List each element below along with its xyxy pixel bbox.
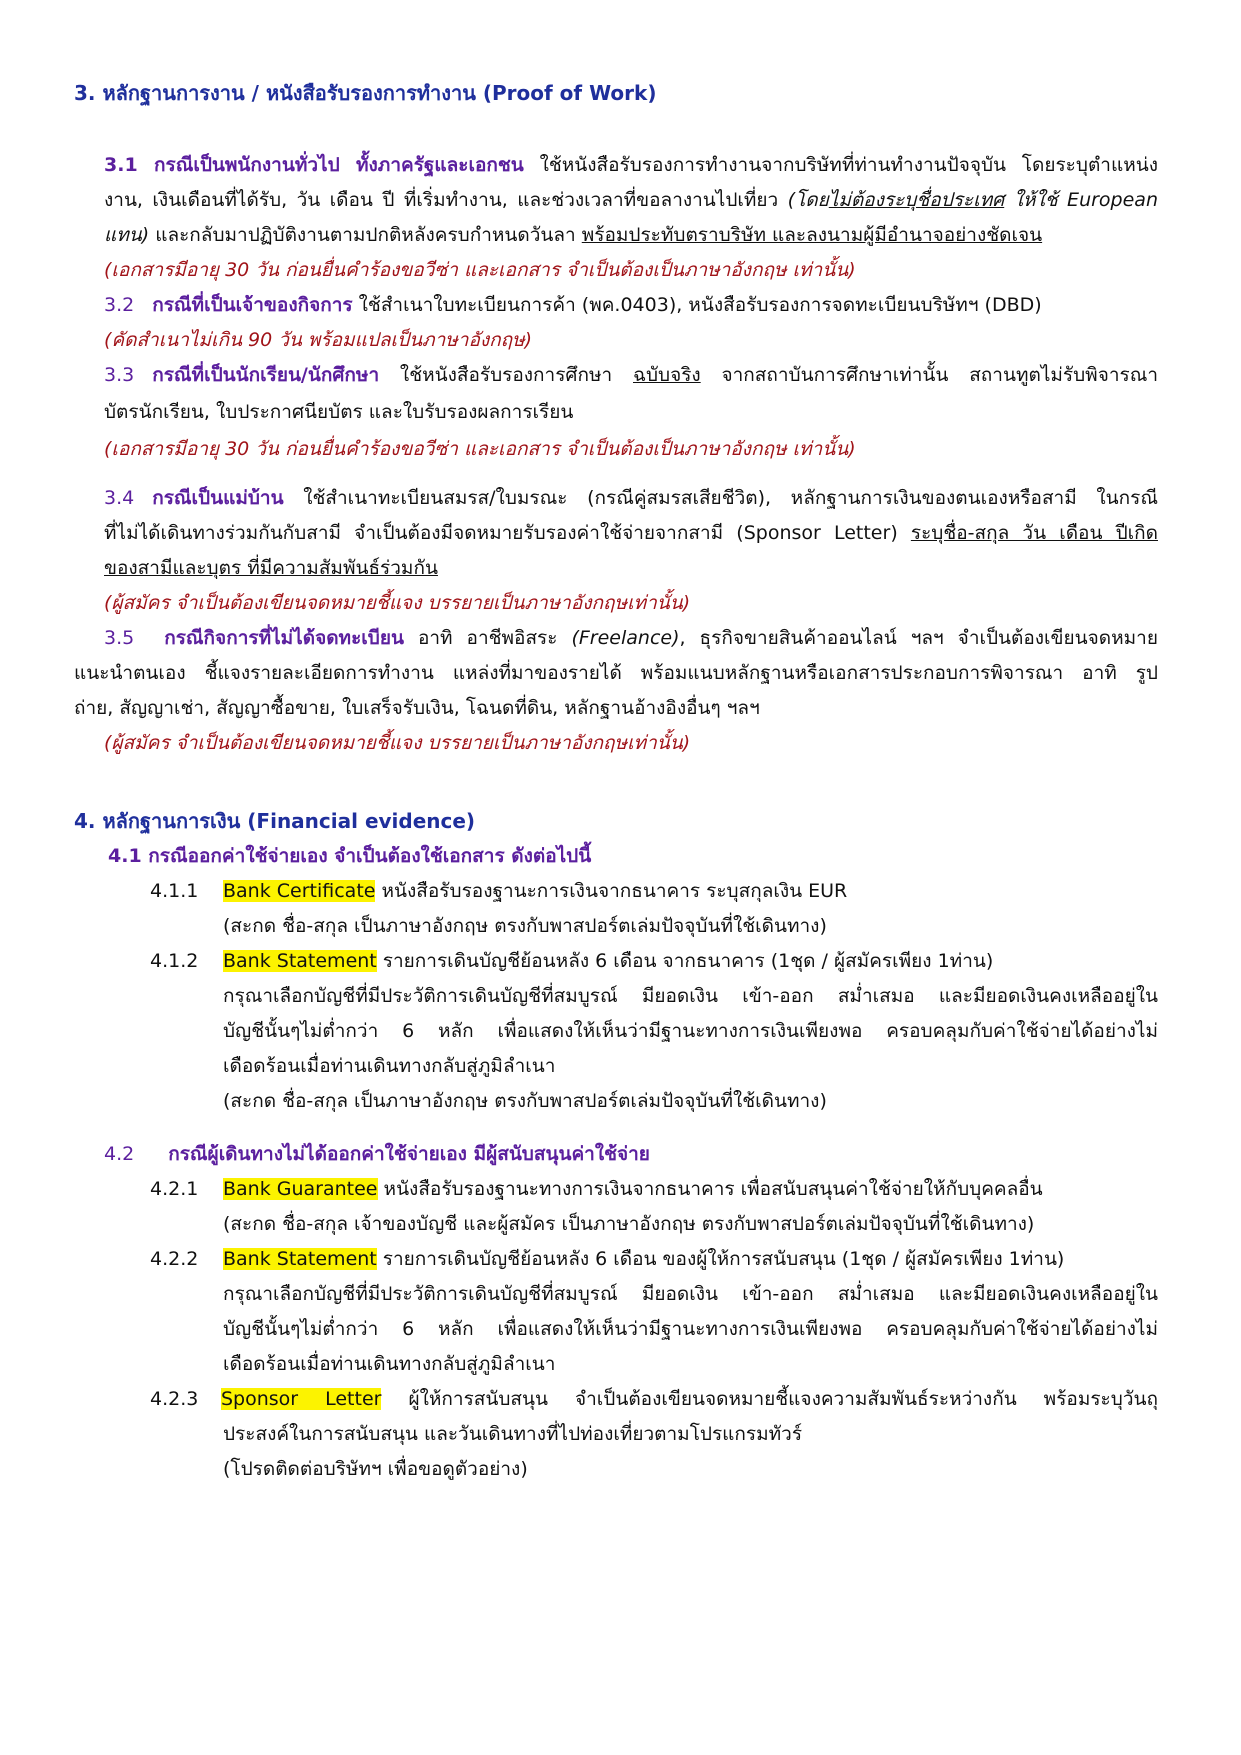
para-3-5-line-1: 3.5 กรณีกิจการที่ไม่ได้จดทะเบียน อาทิ อาชีพอิสระ (Freelance), ธุรกิจขายสินค้าออนไลน์ ฯลฯ จำเป็นต้องเขียนจดหมาย	[104, 627, 1158, 649]
para-3-1-line-2: งาน, เงินเดือนที่ได้รับ, วัน เดือน ปี ที่เริ่มทำงาน, และช่วงเวลาที่ขอลางานไปเที่ยว (โดยไม่ต้องระบุชื่อประเทศ ให้ใช้ European	[104, 189, 1158, 211]
item-4-2-2-line-1: Bank Statement รายการเดินบัญชีย้อนหลัง 6 เดือน ของผู้ให้การสนับสนุน (1ชุด / ผู้สมัครเพียง 1ท่าน)	[223, 1248, 1065, 1270]
section-4-title: 4. หลักฐานการเงิน (Financial evidence)	[74, 809, 476, 833]
item-4-2-2-line-3: บัญชีนั้นๆไม่ต่ำกว่า 6 หลัก เพื่อแสดงให้เห็นว่ามีฐานะทางการเงินเพียงพอ ครอบคลุมกับค่าใช้จ่ายได้อย่างไม่	[223, 1318, 1158, 1340]
para-3-1-line-1: 3.1 กรณีเป็นพนักงานทั่วไป ทั้งภาครัฐและเอกชน ใช้หนังสือรับรองการทำงานจากบริษัทที่ท่านทำงานปัจจุบัน โดยระบุตำแหน่ง	[104, 154, 1158, 176]
para-3-1-note: (เอกสารมีอายุ 30 วัน ก่อนยื่นคำร้องขอวีซ่า และเอกสาร จำเป็นต้องเป็นภาษาอังกฤษ เท่านั้น)	[104, 259, 856, 281]
item-4-2-2-line-4: เดือดร้อนเมื่อท่านเดินทางกลับสู่ภูมิลำเนา	[223, 1353, 556, 1375]
para-3-4-heading: กรณีเป็นแม่บ้าน	[152, 487, 284, 509]
para-3-4-note: (ผู้สมัคร จำเป็นต้องเขียนจดหมายชี้แจง บรรยายเป็นภาษาอังกฤษเท่านั้น)	[104, 592, 691, 614]
highlight-bank-certificate: Bank Certificate	[223, 880, 376, 902]
item-4-2-1-line-2: (สะกด ชื่อ-สกุล เจ้าของบัญชี และผู้สมัคร เป็นภาษาอังกฤษ ตรงกับพาสปอร์ตเล่มปัจจุบันที่ใช้เดินทาง)	[223, 1213, 1035, 1235]
para-3-2-note: (คัดสำเนาไม่เกิน 90 วัน พร้อมแปลเป็นภาษาอังกฤษ)	[104, 329, 533, 351]
item-4-2-2-number: 4.2.2	[150, 1248, 199, 1270]
item-4-2-1-number: 4.2.1	[150, 1178, 199, 1200]
para-3-5-line-2: แนะนำตนเอง ชี้แจงรายละเอียดการทำงาน แหล่งที่มาของรายได้ พร้อมแนบหลักฐานหรือเอกสารประกอบการพิจารณา อาทิ รูป	[74, 662, 1158, 684]
highlight-sponsor-letter: Sponsor Letter	[221, 1388, 382, 1410]
highlight-bank-guarantee: Bank Guarantee	[223, 1178, 378, 1200]
item-4-1-2-line-3: บัญชีนั้นๆไม่ต่ำกว่า 6 หลัก เพื่อแสดงให้เห็นว่ามีฐานะทางการเงินเพียงพอ ครอบคลุมกับค่าใช้จ่ายได้อย่างไม่	[223, 1020, 1158, 1042]
para-3-3-line-2: บัตรนักเรียน, ใบประกาศนียบัตร และใบรับรองผลการเรียน	[104, 401, 574, 423]
item-4-2-3-number: 4.2.3	[150, 1388, 199, 1410]
item-4-2-3-line-3: (โปรดติดต่อบริษัทฯ เพื่อขอดูตัวอย่าง)	[223, 1458, 528, 1480]
item-4-1-1-line-1: Bank Certificate หนังสือรับรองฐานะการเงินจากธนาคาร ระบุสกุลเงิน EUR	[223, 880, 848, 902]
item-4-1-2-line-1: Bank Statement รายการเดินบัญชีย้อนหลัง 6 เดือน จากธนาคาร (1ชุด / ผู้สมัครเพียง 1ท่าน)	[223, 950, 994, 972]
para-3-5-heading: กรณีกิจการที่ไม่ได้จดทะเบียน	[164, 627, 404, 649]
subsection-4-1-title: 4.1 กรณีออกค่าใช้จ่ายเอง จำเป็นต้องใช้เอกสาร ดังต่อไปนี้	[108, 845, 592, 867]
item-4-1-1-line-2: (สะกด ชื่อ-สกุล เป็นภาษาอังกฤษ ตรงกับพาสปอร์ตเล่มปัจจุบันที่ใช้เดินทาง)	[223, 915, 827, 937]
para-3-3-heading: กรณีที่เป็นนักเรียน/นักศึกษา	[152, 364, 380, 386]
para-3-1-heading: 3.1 กรณีเป็นพนักงานทั่วไป ทั้งภาครัฐและเอกชน	[104, 154, 524, 176]
para-3-2-heading: กรณีที่เป็นเจ้าของกิจการ	[152, 294, 353, 316]
para-3-5-note: (ผู้สมัคร จำเป็นต้องเขียนจดหมายชี้แจง บรรยายเป็นภาษาอังกฤษเท่านั้น)	[104, 732, 691, 754]
item-4-2-3-line-2: ประสงค์ในการสนับสนุน และวันเดินทางที่ไปท่องเที่ยวตามโปรแกรมทัวร์	[223, 1423, 803, 1445]
para-3-3-line-1: 3.3 กรณีที่เป็นนักเรียน/นักศึกษา ใช้หนังสือรับรองการศึกษา ฉบับจริง จากสถาบันการศึกษาเท่านั้น สถานทูตไม่รับพิจารณา	[104, 364, 1158, 386]
item-4-2-1-line-1: Bank Guarantee หนังสือรับรองฐานะทางการเงินจากธนาคาร เพื่อสนับสนุนค่าใช้จ่ายให้กับบุคคลอื่น	[223, 1178, 1043, 1200]
item-4-1-2-line-2: กรุณาเลือกบัญชีที่มีประวัติการเดินบัญชีที่สมบูรณ์ มียอดเงิน เข้า-ออก สม่ำเสมอ และมียอดเงินคงเหลืออยู่ใน	[223, 985, 1158, 1007]
subsection-4-2-title: 4.2 กรณีผู้เดินทางไม่ได้ออกค่าใช้จ่ายเอง มีผู้สนับสนุนค่าใช้จ่าย	[104, 1143, 650, 1165]
para-3-1-line-3: แทน) และกลับมาปฏิบัติงานตามปกติหลังครบกำหนดวันลา พร้อมประทับตราบริษัท และลงนามผู้มีอำนาจอย่างชัดเจน	[104, 224, 1043, 246]
para-3-5-line-3: ถ่าย, สัญญาเช่า, สัญญาซื้อขาย, ใบเสร็จรับเงิน, โฉนดที่ดิน, หลักฐานอ้างอิงอื่นๆ ฯลฯ	[74, 697, 760, 719]
item-4-1-1-number: 4.1.1	[150, 880, 199, 902]
item-4-1-2-number: 4.1.2	[150, 950, 199, 972]
para-3-4-line-2: ที่ไม่ได้เดินทางร่วมกันกับสามี จำเป็นต้องมีจดหมายรับรองค่าใช้จ่ายจากสามี (Sponsor Letter) ระบุชื่อ-สกุล วัน เดือน ปีเกิด	[104, 522, 1158, 544]
item-4-2-2-line-2: กรุณาเลือกบัญชีที่มีประวัติการเดินบัญชีที่สมบูรณ์ มียอดเงิน เข้า-ออก สม่ำเสมอ และมียอดเงินคงเหลืออยู่ใน	[223, 1283, 1158, 1305]
highlight-bank-statement: Bank Statement	[223, 950, 377, 972]
item-4-1-2-line-4: เดือดร้อนเมื่อท่านเดินทางกลับสู่ภูมิลำเนา	[223, 1055, 556, 1077]
item-4-2-3-line-1: Sponsor Letter ผู้ให้การสนับสนุน จำเป็นต้องเขียนจดหมายชี้แจงความสัมพันธ์ระหว่างกัน พร้อมระบุวันถุ	[221, 1388, 1158, 1410]
para-3-4-line-1: 3.4 กรณีเป็นแม่บ้าน ใช้สำเนาทะเบียนสมรส/ใบมรณะ (กรณีคู่สมรสเสียชีวิต), หลักฐานการเงินของตนเองหรือสามี ในกรณี	[104, 487, 1158, 509]
highlight-bank-statement-sponsor: Bank Statement	[223, 1248, 377, 1270]
item-4-1-2-line-5: (สะกด ชื่อ-สกุล เป็นภาษาอังกฤษ ตรงกับพาสปอร์ตเล่มปัจจุบันที่ใช้เดินทาง)	[223, 1090, 827, 1112]
section-3-title: 3. หลักฐานการงาน / หนังสือรับรองการทำงาน (Proof of Work)	[74, 81, 657, 105]
para-3-2-line-1: 3.2 กรณีที่เป็นเจ้าของกิจการ ใช้สำเนาใบทะเบียนการค้า (พค.0403), หนังสือรับรองการจดทะเบียนบริษัทฯ (DBD)	[104, 294, 1042, 316]
para-3-3-note: (เอกสารมีอายุ 30 วัน ก่อนยื่นคำร้องขอวีซ่า และเอกสาร จำเป็นต้องเป็นภาษาอังกฤษ เท่านั้น)	[104, 438, 856, 460]
para-3-4-line-3: ของสามีและบุตร ที่มีความสัมพันธ์ร่วมกัน	[104, 557, 438, 579]
